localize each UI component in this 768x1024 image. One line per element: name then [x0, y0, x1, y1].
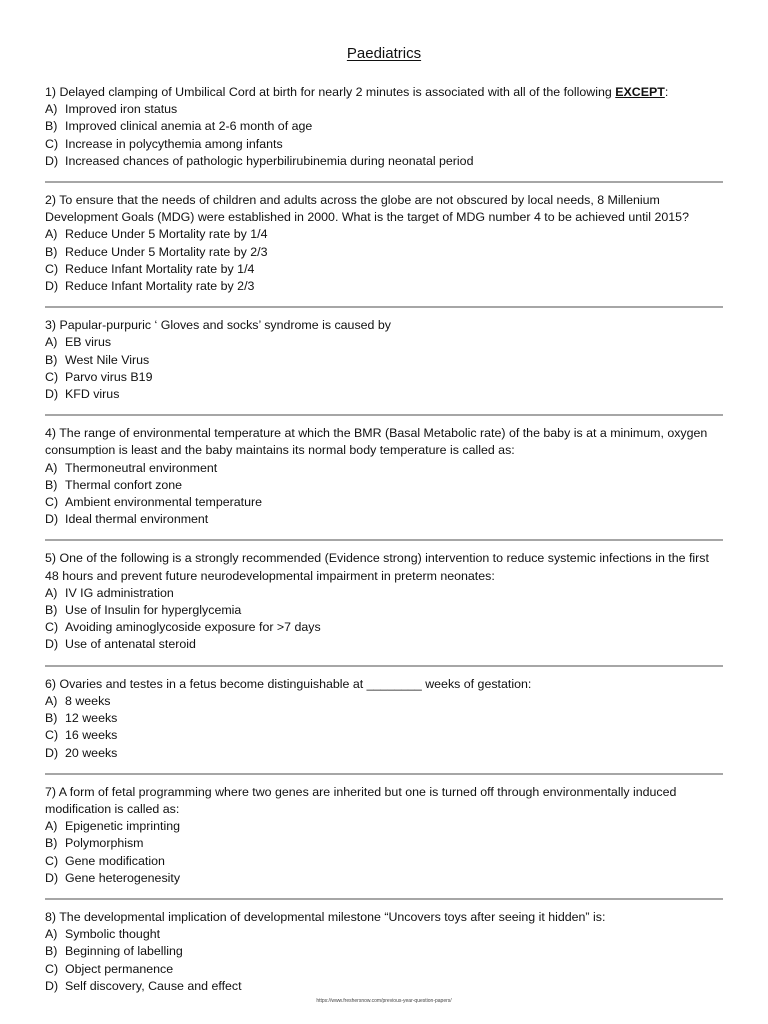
- answer-option: [45, 943, 723, 960]
- option-text: Thermoneutral environment: [65, 460, 218, 475]
- option-letter: D): [45, 978, 59, 993]
- option-text: 20 weeks: [65, 745, 118, 760]
- question-text: 2) To ensure that the needs of children and adults across the globe are not obscured by local needs, 8 Millenium: [45, 193, 660, 208]
- question-stem-line: [45, 317, 723, 334]
- answer-option: [45, 978, 723, 995]
- question-stem-line: [45, 909, 723, 926]
- option-text: Self discovery, Cause and effect: [65, 978, 242, 993]
- answer-option: [45, 710, 723, 727]
- answer-option: [45, 636, 723, 653]
- question-text: 1) Delayed clamping of Umbilical Cord at birth for nearly 2 minutes is associated with all of the following: [45, 85, 616, 99]
- option-letter: A): [45, 693, 58, 708]
- option-letter: C): [45, 728, 59, 743]
- question-stem-line: [45, 192, 723, 209]
- answer-option: [45, 693, 723, 710]
- question-text: Development Goals (MDG) were established in 2000. What is the target of MDG number 4 to be achieved until 2015?: [45, 210, 689, 225]
- answer-option: [45, 619, 723, 636]
- question-text: consumption is least and the baby maintains its normal body temperature is called as:: [45, 443, 515, 458]
- question-block: [45, 909, 723, 995]
- option-text: Epigenetic imprinting: [65, 819, 181, 834]
- option-letter: B): [45, 244, 58, 259]
- option-letter: D): [45, 637, 59, 652]
- option-text: Reduce Infant Mortality rate by 1/4: [65, 261, 255, 276]
- option-letter: C): [45, 961, 59, 976]
- option-letter: A): [45, 227, 58, 242]
- page-title: Paediatrics: [346, 45, 422, 62]
- answer-option: [45, 278, 723, 295]
- question-stem-line: [45, 425, 723, 442]
- option-text: Object permanence: [65, 961, 174, 976]
- answer-option: [45, 244, 723, 261]
- section-divider: [45, 181, 723, 183]
- option-letter: D): [45, 512, 59, 527]
- option-letter: B): [45, 836, 58, 851]
- section-divider: [45, 898, 723, 900]
- option-text: Parvo virus B19: [65, 369, 153, 384]
- question-text: modification is called as:: [45, 801, 180, 816]
- option-text: Ideal thermal environment: [65, 512, 209, 527]
- option-text: Polymorphism: [65, 836, 144, 851]
- question-block: [45, 317, 723, 403]
- question-block: [45, 550, 723, 653]
- option-letter: B): [45, 119, 58, 134]
- question-text: 5) One of the following is a strongly recommended (Evidence strong) intervention to reduce systemic infections in the first: [45, 551, 709, 566]
- answer-option: [45, 853, 723, 870]
- option-letter: D): [45, 387, 59, 402]
- question-stem-line: [45, 209, 723, 226]
- question-text: 3) Papular-purpuric ‘ Gloves and socks’ syndrome is caused by: [45, 318, 391, 333]
- emphasis-text: EXCEPT: [615, 85, 665, 99]
- option-text: Increase in polycythemia among infants: [65, 136, 283, 151]
- option-text: 12 weeks: [65, 711, 118, 726]
- answer-option: [45, 602, 723, 619]
- option-letter: A): [45, 585, 58, 600]
- option-text: Use of Insulin for hyperglycemia: [65, 603, 242, 618]
- section-divider: [45, 773, 723, 775]
- option-letter: B): [45, 477, 58, 492]
- answer-option: [45, 386, 723, 403]
- option-text: IV IG administration: [65, 585, 174, 600]
- option-text: KFD virus: [65, 387, 120, 402]
- answer-option: [45, 511, 723, 528]
- answer-option: [45, 153, 723, 170]
- option-letter: D): [45, 153, 59, 168]
- question-block: [45, 84, 723, 170]
- question-stem-line: [45, 568, 723, 585]
- question-stem-line: [45, 801, 723, 818]
- answer-option: [45, 334, 723, 351]
- option-letter: B): [45, 944, 58, 959]
- option-letter: C): [45, 495, 59, 510]
- option-letter: C): [45, 853, 59, 868]
- option-text: Use of antenatal steroid: [65, 637, 196, 652]
- option-text: West Nile Virus: [65, 352, 150, 367]
- footer-url[interactable]: https://www.freshersnow.com/previous-year-question-papers/: [316, 998, 452, 1004]
- question-text: 48 hours and prevent future neurodevelopmental impairment in preterm neonates:: [45, 568, 495, 583]
- option-text: Beginning of labelling: [65, 944, 183, 959]
- option-letter: B): [45, 352, 58, 367]
- answer-option: [45, 136, 723, 153]
- section-divider: [45, 306, 723, 308]
- option-letter: B): [45, 603, 58, 618]
- answer-option: [45, 369, 723, 386]
- question-list: [45, 84, 723, 995]
- question-text: 8) The developmental implication of developmental milestone “Uncovers toys after seeing it hidden” is:: [45, 909, 606, 924]
- option-letter: D): [45, 279, 59, 294]
- answer-option: [45, 818, 723, 835]
- option-letter: A): [45, 102, 58, 117]
- question-stem-line: [45, 442, 723, 459]
- answer-option: [45, 926, 723, 943]
- option-text: Thermal confort zone: [65, 477, 183, 492]
- answer-option: [45, 727, 723, 744]
- option-text: 8 weeks: [65, 693, 111, 708]
- question-text: 7) A form of fetal programming where two genes are inherited but one is turned off through environmentally induced: [45, 784, 677, 799]
- option-text: Increased chances of pathologic hyperbilirubinemia during neonatal period: [65, 153, 474, 168]
- answer-option: [45, 261, 723, 278]
- option-text: Gene modification: [65, 853, 165, 868]
- option-text: Avoiding aminoglycoside exposure for >7 days: [65, 620, 321, 635]
- answer-option: [45, 101, 723, 118]
- question-block: [45, 784, 723, 887]
- answer-option: [45, 870, 723, 887]
- answer-option: [45, 494, 723, 511]
- option-letter: A): [45, 927, 58, 942]
- option-text: Reduce Under 5 Mortality rate by 1/4: [65, 227, 268, 242]
- question-block: [45, 676, 723, 762]
- option-text: Improved clinical anemia at 2-6 month of age: [65, 119, 313, 134]
- option-text: Improved iron status: [65, 102, 178, 117]
- option-letter: A): [45, 335, 58, 350]
- option-letter: C): [45, 369, 59, 384]
- section-divider: [45, 414, 723, 416]
- option-text: Gene heterogenesity: [65, 870, 181, 885]
- answer-option: [45, 961, 723, 978]
- question-text: 4) The range of environmental temperature at which the BMR (Basal Metabolic rate) of the baby is at a minimum, oxygen: [45, 426, 708, 441]
- option-letter: D): [45, 870, 59, 885]
- option-letter: C): [45, 136, 59, 151]
- answer-option: [45, 352, 723, 369]
- answer-option: [45, 477, 723, 494]
- option-letter: A): [45, 819, 58, 834]
- emphasis-suffix: :: [664, 85, 669, 99]
- section-divider: [45, 665, 723, 667]
- answer-option: [45, 118, 723, 135]
- option-text: Symbolic thought: [65, 927, 161, 942]
- answer-option: [45, 460, 723, 477]
- question-stem-line: [45, 676, 723, 693]
- answer-option: [45, 226, 723, 243]
- option-text: EB virus: [65, 335, 112, 350]
- option-text: Reduce Infant Mortality rate by 2/3: [65, 279, 255, 294]
- option-letter: D): [45, 745, 59, 760]
- option-letter: C): [45, 620, 59, 635]
- answer-option: [45, 585, 723, 602]
- option-text: Ambient environmental temperature: [65, 495, 262, 510]
- option-text: Reduce Under 5 Mortality rate by 2/3: [65, 244, 268, 259]
- option-letter: C): [45, 261, 59, 276]
- option-letter: B): [45, 711, 58, 726]
- question-stem-line: [45, 550, 723, 567]
- answer-option: [45, 745, 723, 762]
- question-stem-line: [45, 784, 723, 801]
- question-block: [45, 192, 723, 295]
- question-stem-line: [45, 84, 723, 101]
- answer-option: [45, 835, 723, 852]
- question-text: 6) Ovaries and testes in a fetus become distinguishable at ________ weeks of gestation:: [45, 676, 532, 691]
- option-letter: A): [45, 460, 58, 475]
- section-divider: [45, 539, 723, 541]
- question-block: [45, 425, 723, 528]
- option-text: 16 weeks: [65, 728, 118, 743]
